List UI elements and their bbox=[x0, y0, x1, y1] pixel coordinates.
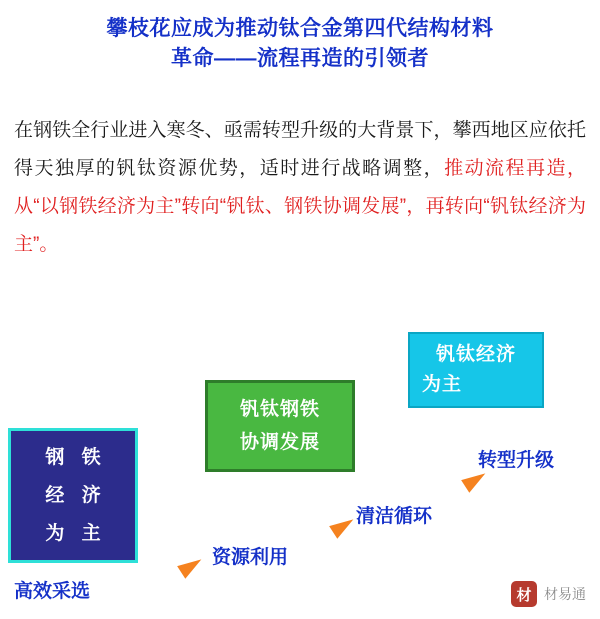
box-steel-line-2: 经 济 bbox=[45, 484, 107, 506]
step-label-1: 高效采选 bbox=[14, 581, 91, 602]
diagram-box-steel-economy bbox=[8, 428, 138, 563]
box-green-line-2: 协调发展 bbox=[239, 432, 320, 453]
box-steel-line-3: 为 主 bbox=[45, 522, 107, 544]
step-label-3: 清洁循环 bbox=[356, 506, 433, 527]
page-title bbox=[0, 14, 600, 74]
step-label-2: 资源利用 bbox=[212, 547, 289, 568]
watermark bbox=[511, 581, 586, 607]
watermark-text: 材易通 bbox=[544, 586, 586, 602]
paragraph-segment-plain: 在钢铁全行业进入寒冬、亟需转型升级的大背景下，攀西地区应依托得天独厚的钒钛资源优势，适时进行战略调整， bbox=[14, 120, 586, 179]
flow-arrow-icon-3 bbox=[426, 461, 492, 514]
flow-diagram bbox=[0, 318, 600, 619]
flow-arrow-icon-2 bbox=[294, 507, 360, 560]
diagram-box-vanadium-titanium-steel bbox=[205, 380, 355, 472]
box-cyan-line-1: 钒钛经济 bbox=[435, 344, 516, 365]
page-title-line-1: 攀枝花应成为推动钛合金第四代结构材料 bbox=[106, 17, 494, 40]
box-steel-line-1: 钢 铁 bbox=[45, 446, 107, 468]
box-cyan-line-2: 为主 bbox=[422, 374, 463, 395]
box-green-line-1: 钒钛钢铁 bbox=[239, 399, 320, 420]
diagram-box-vanadium-titanium-economy bbox=[408, 332, 544, 408]
watermark-logo-icon: 材 bbox=[511, 581, 537, 607]
flow-arrow-icon-1 bbox=[142, 547, 208, 600]
step-label-4: 转型升级 bbox=[478, 450, 555, 471]
page-title-line-2: 革命——流程再造的引领者 bbox=[171, 47, 429, 70]
body-paragraph bbox=[14, 112, 586, 264]
paragraph-segment-highlight: 推动流程再造，从“以钢铁经济为主”转向“钒钛、钢铁协调发展”，再转向“钒钛经济为主”。 bbox=[14, 158, 586, 255]
